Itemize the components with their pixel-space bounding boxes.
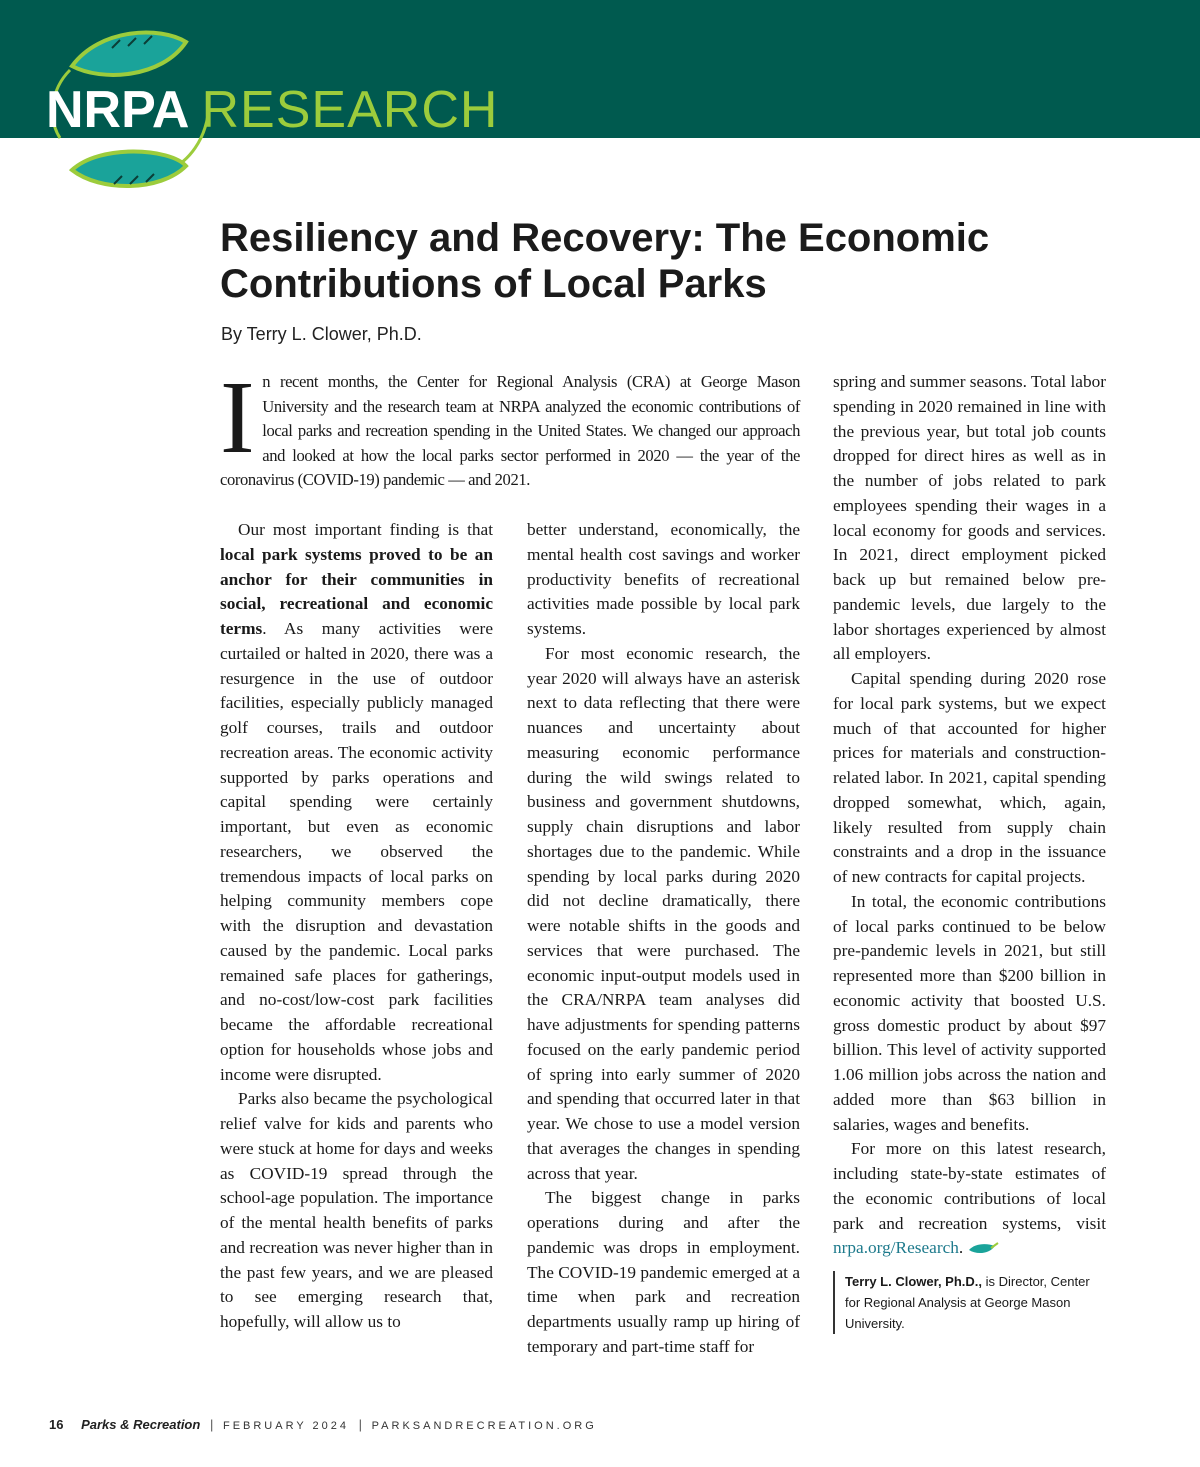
article-title: Resiliency and Recovery: The Economic Contributions of Local Parks	[220, 216, 990, 306]
article-byline: By Terry L. Clower, Ph.D.	[221, 324, 422, 344]
page-footer	[49, 1417, 597, 1432]
issue-date: FEBRUARY 2024	[222, 1420, 349, 1432]
finding-intro: Our most important finding is that	[238, 520, 493, 539]
paragraph: In total, the economic contributions of local parks continued to be below pre-pandemic levels in 2021, but still represented more than $200 billion in economic activity that boosted U.S. gross domestic product by about $97 billion. This level of activity supported 1.06 million jobs across the nation and added more than $63 billion in salaries, wages and benefits.	[833, 891, 1106, 1134]
column-2	[527, 518, 800, 1360]
column-3	[833, 370, 1106, 1334]
article-lede	[220, 360, 800, 493]
lede-text: n recent months, the Center for Regional Analysis (CRA) at George Mason University and the research team at NRPA analyzed the economic contributions of local parks and recreation spending in the United States. We changed our approach and looked at how the local parks sector performed in 2020 — the year of the coronavirus (COVID-19) pandemic — and 2021.	[220, 372, 800, 490]
paragraph	[220, 518, 493, 1087]
footer-separator: |	[358, 1417, 363, 1432]
finding-highlight: local park systems proved to be an anchor for their communities in social, recreational and economic terms	[220, 544, 493, 638]
paragraph: Parks also became the psychological relief valve for kids and parents who were stuck at home for days and weeks as COVID-19 spread through the school-age population. The importance of the mental health benefits of parks and recreation was never higher than in the past few years, and we are pleased to see emerging research that, hopefully, will allow us to	[220, 1089, 493, 1331]
paragraph	[833, 1137, 1106, 1261]
leaf-end-icon	[967, 1242, 999, 1256]
brand-nrpa: NRPA	[46, 81, 190, 139]
nrpa-research-logo	[46, 80, 498, 140]
page-number: 16	[49, 1417, 64, 1432]
paragraph: Capital spending during 2020 rose for local park systems, but we expect much of that accounted for higher prices for materials and construction-related labor. In 2021, capital spending dropped somewhat, which, again, likely resulted from supply chain constraints and a drop in the issuance of new contracts for capital projects.	[833, 669, 1106, 886]
author-description: is Director, Center for Regional Analysis at George Mason University.	[845, 1274, 1090, 1331]
author-bio	[833, 1271, 1106, 1334]
paragraph: The biggest change in parks operations during and after the pandemic was drops in employment. The COVID-19 pandemic emerged at a time when park and recreation departments usually ramp up hiring of temporary and part-time staff for	[527, 1188, 800, 1356]
closing-text: For more on this latest research, including state-by-state estimates of the economic contributions of local park and recreation systems, visit	[833, 1139, 1106, 1233]
paragraph: better understand, economically, the mental health cost savings and worker productivity benefits of recreational activities made possible by local park systems.	[527, 520, 800, 638]
paragraph: spring and summer seasons. Total labor spending in 2020 remained in line with the previous year, but total job counts dropped for direct hires as well as in the number of jobs related to park employees spending their wages in a local economy for goods and services. In 2021, direct employment picked back up but remained below pre-pandemic levels, due largely to the labor shortages experienced by almost all employers.	[833, 372, 1107, 664]
drop-cap: I	[220, 360, 255, 475]
paragraph: For most economic research, the year 2020 will always have an asterisk next to data reflecting that there were nuances and uncertainty about measuring economic performance during the wild swings related to business and government shutdowns, supply chain disruptions and labor shortages due to the pandemic. While spending by local parks during 2020 did not decline dramatically, there were notable shifts in the goods and services that were purchased. The economic input-output models used in the CRA/NRPA team analyses did have adjustments for spending patterns focused on the early pandemic period of spring into early summer of 2020 and spending that occurred later in that year. We chose to use a model version that averages the changes in spending across that year.	[527, 643, 800, 1183]
finding-rest: . As many activities were curtailed or halted in 2020, there was a resurgence in the use of outdoor facilities, especially publicly managed golf courses, trails and outdoor recreation areas. The economic activity supported by parks operations and capital spending were certainly important, but even as economic researchers, we observed the tremendous impacts of local parks on helping community members cope with the disruption and devastation caused by the pandemic. Local parks remained safe places for gatherings, and no-cost/low-cost park facilities became the affordable recreational option for households whose jobs and income were disrupted.	[220, 619, 493, 1084]
column-1	[220, 518, 493, 1335]
magazine-name: Parks & Recreation	[81, 1417, 201, 1432]
research-link[interactable]: nrpa.org/Research	[833, 1238, 959, 1258]
website: PARKSANDRECREATION.ORG	[371, 1420, 597, 1432]
author-name: Terry L. Clower, Ph.D.,	[845, 1274, 983, 1289]
footer-separator: |	[209, 1417, 214, 1432]
closing-period: .	[958, 1238, 964, 1258]
brand-research: RESEARCH	[201, 81, 499, 139]
